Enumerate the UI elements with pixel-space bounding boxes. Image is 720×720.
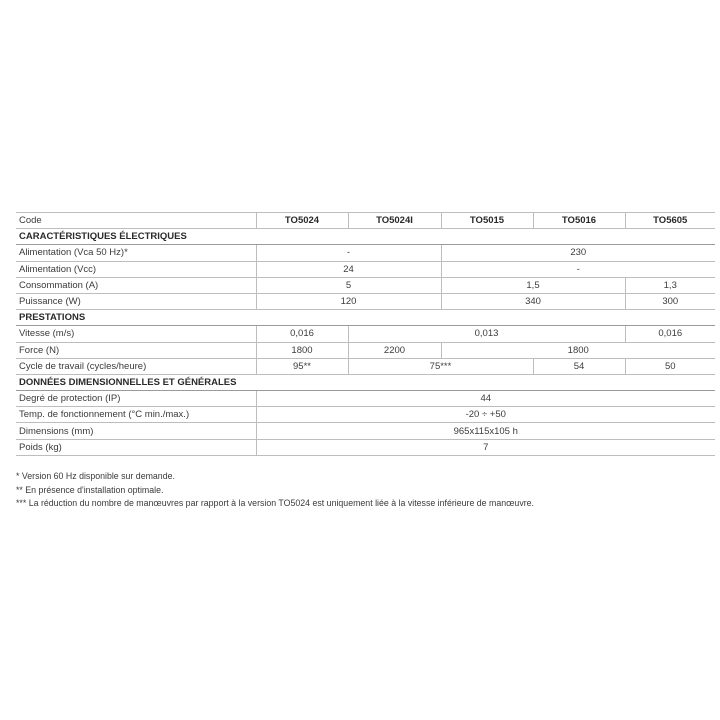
section-header-performance <box>16 310 715 326</box>
model-header: TO5024I <box>348 213 441 229</box>
table-row <box>16 358 715 374</box>
cell-value: 230 <box>441 245 715 261</box>
cell-value: 1800 <box>441 342 715 358</box>
row-label: Consommation (A) <box>16 277 256 293</box>
section-header-general <box>16 374 715 390</box>
table-row <box>16 261 715 277</box>
footnotes <box>16 470 534 511</box>
row-label: Vitesse (m/s) <box>16 326 256 342</box>
cell-value: 7 <box>256 439 715 455</box>
cell-value: 75*** <box>348 358 533 374</box>
footnote: * Version 60 Hz disponible sur demande. <box>16 471 175 481</box>
cell-value: - <box>256 245 441 261</box>
row-label: Puissance (W) <box>16 293 256 309</box>
section-title: CARACTÉRISTIQUES ÉLECTRIQUES <box>16 229 715 245</box>
cell-value: 1,3 <box>625 277 715 293</box>
cell-value: 24 <box>256 261 441 277</box>
cell-value: 340 <box>441 293 625 309</box>
table-row <box>16 423 715 439</box>
section-title: PRESTATIONS <box>16 310 715 326</box>
cell-value: 1,5 <box>441 277 625 293</box>
row-label: Cycle de travail (cycles/heure) <box>16 358 256 374</box>
table-row <box>16 439 715 455</box>
cell-value: 0,016 <box>625 326 715 342</box>
model-header: TO5605 <box>625 213 715 229</box>
cell-value: 1800 <box>256 342 348 358</box>
table-row <box>16 293 715 309</box>
row-label: Poids (kg) <box>16 439 256 455</box>
cell-value: 95** <box>256 358 348 374</box>
cell-value: -20 ÷ +50 <box>256 407 715 423</box>
cell-value: 120 <box>256 293 441 309</box>
cell-value: 0,016 <box>256 326 348 342</box>
code-label: Code <box>16 213 256 229</box>
row-label: Alimentation (Vca 50 Hz)* <box>16 245 256 261</box>
row-label: Temp. de fonctionnement (°C min./max.) <box>16 407 256 423</box>
row-label: Dimensions (mm) <box>16 423 256 439</box>
table-row <box>16 407 715 423</box>
row-label: Force (N) <box>16 342 256 358</box>
table-row <box>16 277 715 293</box>
cell-value: 54 <box>533 358 625 374</box>
cell-value: 50 <box>625 358 715 374</box>
row-label: Alimentation (Vcc) <box>16 261 256 277</box>
row-label: Degré de protection (IP) <box>16 391 256 407</box>
model-header: TO5015 <box>441 213 533 229</box>
table-header-row <box>16 213 715 229</box>
cell-value: 2200 <box>348 342 441 358</box>
spec-table <box>16 212 715 456</box>
cell-value: 300 <box>625 293 715 309</box>
cell-value: 965x115x105 h <box>256 423 715 439</box>
section-title: DONNÉES DIMENSIONNELLES ET GÉNÉRALES <box>16 374 715 390</box>
table-row <box>16 326 715 342</box>
model-header: TO5016 <box>533 213 625 229</box>
footnote: *** La réduction du nombre de manœuvres par rapport à la version TO5024 est uniquement liée à la vitesse inférieure de manœuvre. <box>16 498 534 508</box>
table-row <box>16 342 715 358</box>
table-row <box>16 245 715 261</box>
footnote: ** En présence d'installation optimale. <box>16 484 164 495</box>
table-row <box>16 391 715 407</box>
cell-value: 5 <box>256 277 441 293</box>
cell-value: - <box>441 261 715 277</box>
model-header: TO5024 <box>256 213 348 229</box>
section-header-electrical <box>16 229 715 245</box>
cell-value: 0,013 <box>348 326 625 342</box>
cell-value: 44 <box>256 391 715 407</box>
